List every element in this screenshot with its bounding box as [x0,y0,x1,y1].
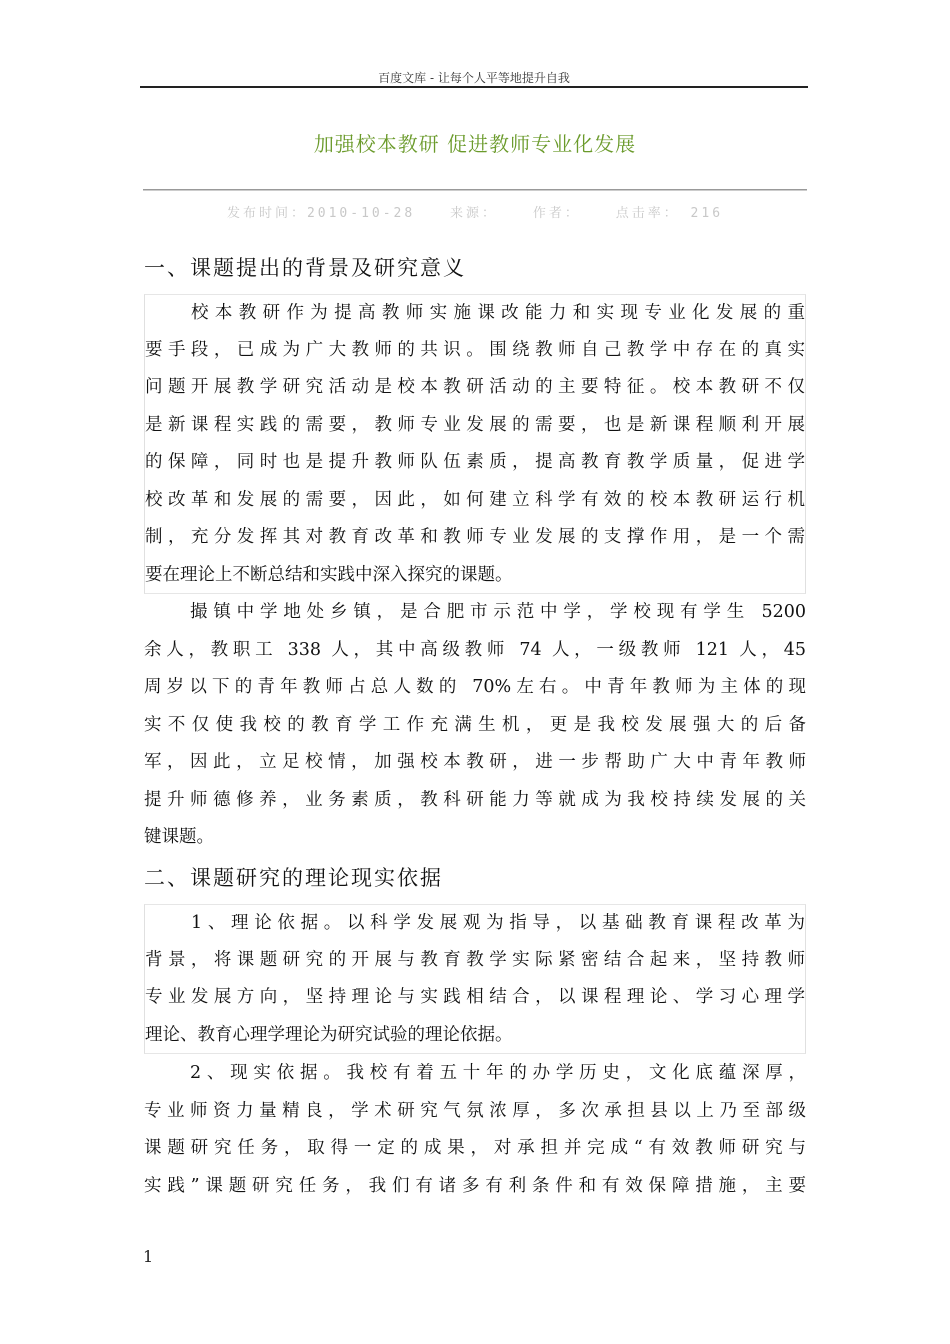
paragraph-2 [144,594,806,857]
paragraph-line: 军，因此，立足校情，加强校本教研，进一步帮助广大中青年教师 [144,752,806,772]
source-label: 来源： [450,206,499,221]
section-heading-1: 一、课题提出的背景及研究意义 [144,256,466,280]
paragraph-line: 的保障，同时也是提升教师队伍素质，提高教育教学质量，促进学 [144,444,806,482]
paragraph-line: 是新课程实践的需要，教师专业发展的需要，也是新课程顺利开展 [144,407,806,445]
paragraph-line: 实践”课题研究任务，我们有诸多有利条件和有效保障措施，主要 [144,1175,806,1196]
author-label: 作者： [532,206,581,221]
paragraph-3 [144,904,806,1054]
paragraph-line: 1、理论依据。以科学发展观为指导，以基础教育课程改革为 [144,904,806,942]
paragraph-line: 理论、教育心理学理论为研究试验的理论依据。 [144,1017,806,1055]
header-text: 百度文库 - 让每个人平等地提升自我 [378,71,570,85]
page-header [140,70,808,88]
paragraph-line: 专业发展方向，坚持理论与实践相结合，以课程理论、学习心理学 [144,979,806,1017]
paragraph-line: 背景，将课题研究的开展与教育教学实际紧密结合起来，坚持教师 [144,942,806,980]
paragraph-4 [144,1055,806,1205]
paragraph-line: 校本教研作为提高教师实施课改能力和实现专业化发展的重 [144,294,806,332]
paragraph-line: 要在理论上不断总结和实践中深入探究的课题。 [144,557,806,595]
article-title: 加强校本教研 促进教师专业化发展 [313,132,637,156]
title-divider [143,189,807,191]
page-number: 1 [143,1247,154,1266]
paragraph-line: 专业师资力量精良，学术研究气氛浓厚，多次承担县以上乃至部级 [144,1100,806,1121]
paragraph-line: 2、现实依据。我校有着五十年的办学历史，文化底蕴深厚， [190,1063,806,1083]
paragraph-line: 制，充分发挥其对教育改革和教师专业发展的支撑作用，是一个需 [144,519,806,557]
paragraph-1 [144,294,806,594]
paragraph-line: 周岁以下的青年教师占总人数的 70%左右。中青年教师为主体的现 [144,677,806,697]
paragraph-line: 撮镇中学地处乡镇，是合肥市示范中学，学校现有学生 5200 [190,602,806,622]
paragraph-line: 要手段，已成为广大教师的共识。围绕教师自己教学中存在的真实 [144,332,806,370]
paragraph-line: 实不仅使我校的教育学工作充满生机，更是我校发展强大的后备 [144,714,806,735]
paragraph-line: 课题研究任务，取得一定的成果，对承担并完成“有效教师研究与 [144,1138,806,1158]
paragraph-line: 键课题。 [144,827,214,847]
click-count: 点击率： 216 [615,206,724,221]
paragraph-line: 提升师德修养，业务素质，教科研能力等就成为我校持续发展的关 [144,789,806,810]
section-heading-2: 二、课题研究的理论现实依据 [144,866,443,890]
article-meta [143,202,807,221]
paragraph-line: 余人，教职工 338 人，其中高级教师 74 人，一级教师 121 人，45 [144,639,806,660]
paragraph-line: 校改革和发展的需要，因此，如何建立科学有效的校本教研运行机 [144,482,806,520]
paragraph-line: 问题开展教学研究活动是校本教研活动的主要特征。校本教研不仅 [144,369,806,407]
publish-date: 发布时间：2010-10-28 [226,206,416,221]
